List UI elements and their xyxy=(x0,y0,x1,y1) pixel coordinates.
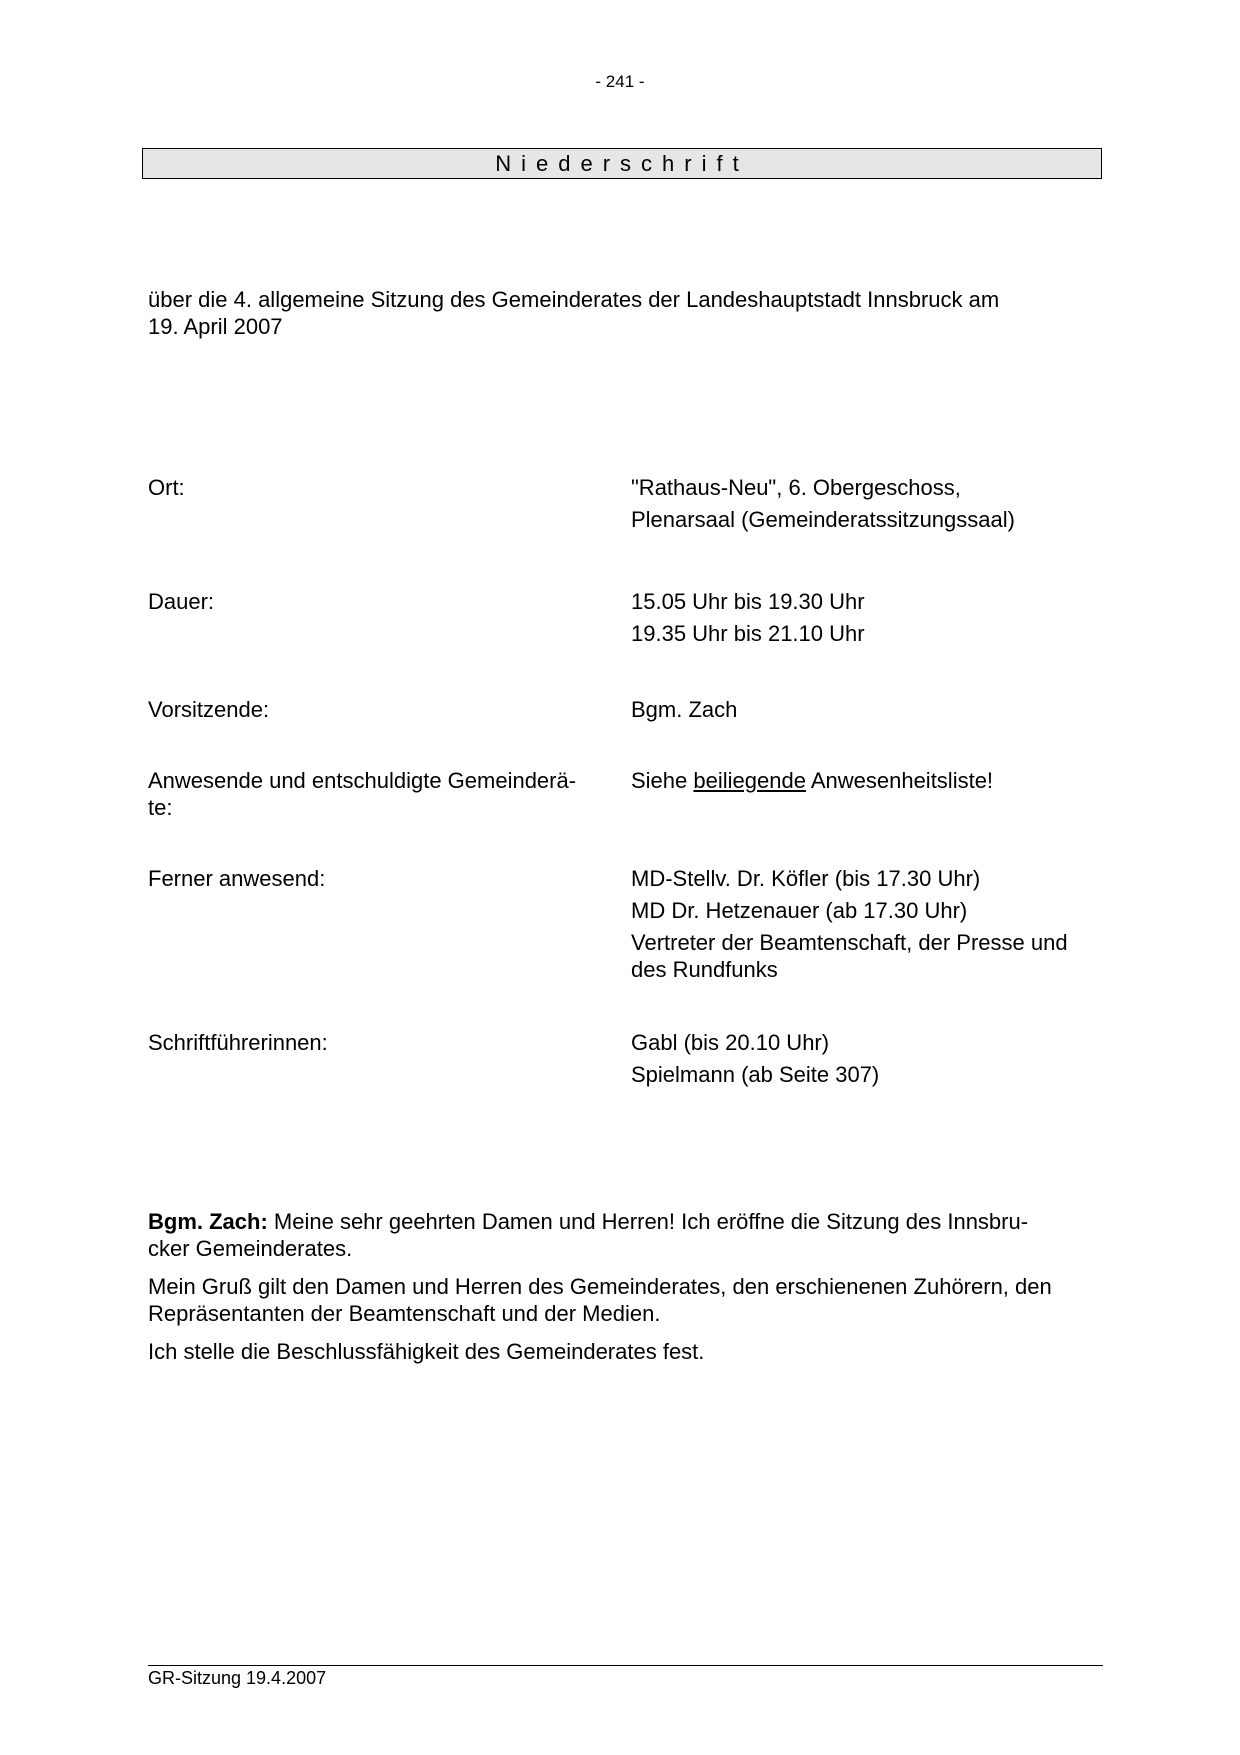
footer-text: GR-Sitzung 19.4.2007 xyxy=(148,1668,327,1688)
detail-label: Vorsitzende: xyxy=(148,697,270,722)
detail-value xyxy=(631,696,1111,728)
page-number: - 241 - xyxy=(595,72,645,91)
value-line: MD-Stellv. Dr. Köfler (bis 17.30 Uhr) xyxy=(631,866,981,891)
speech-paragraph xyxy=(148,1208,1108,1262)
value-line: Vertreter der Beamtenschaft, der Presse und xyxy=(631,930,1068,955)
speech-paragraph xyxy=(148,1338,1108,1365)
footer-divider xyxy=(148,1665,1103,1666)
label-line: te: xyxy=(148,795,173,820)
value-line: "Rathaus-Neu", 6. Obergeschoss, xyxy=(631,475,961,500)
value-line: Spielmann (ab Seite 307) xyxy=(631,1062,880,1087)
value-line: Plenarsaal (Gemeinderatssitzungssaal) xyxy=(631,507,1015,532)
value-line: Bgm. Zach xyxy=(631,697,738,722)
detail-value xyxy=(631,767,1111,799)
detail-label: Dauer: xyxy=(148,589,215,614)
detail-value xyxy=(631,865,1111,988)
detail-value xyxy=(631,588,1111,652)
speech-text: Meine sehr geehrten Damen und Herren! Ich eröffne die Sitzung des Innsbru- xyxy=(267,1209,1029,1234)
document-title: Niederschrift xyxy=(142,148,1102,179)
value-line xyxy=(631,767,1111,794)
value-text: Anwesenheitsliste! xyxy=(805,768,994,793)
intro-line: über die 4. allgemeine Sitzung des Gemeinderates der Landeshauptstadt Innsbruck am xyxy=(148,287,1000,312)
underlined-text: beiliegende xyxy=(693,768,806,793)
detail-value xyxy=(631,1029,1111,1093)
speech-paragraph xyxy=(148,1273,1108,1327)
detail-label: Ferner anwesend: xyxy=(148,866,326,891)
speaker-name: Bgm. Zach: xyxy=(148,1209,268,1234)
detail-label xyxy=(148,767,608,821)
speech-section xyxy=(148,1208,1108,1376)
value-text: Siehe xyxy=(631,768,694,793)
speech-text: Repräsentanten der Beamtenschaft und der Medien. xyxy=(148,1301,661,1326)
value-line: MD Dr. Hetzenauer (ab 17.30 Uhr) xyxy=(631,898,968,923)
speech-text: Mein Gruß gilt den Damen und Herren des Gemeinderates, den erschienenen Zuhörern, den xyxy=(148,1274,1052,1299)
speech-text: cker Gemeinderates. xyxy=(148,1236,353,1261)
intro-line: 19. April 2007 xyxy=(148,314,283,339)
value-line: Gabl (bis 20.10 Uhr) xyxy=(631,1030,830,1055)
detail-value xyxy=(631,474,1111,538)
value-line: 19.35 Uhr bis 21.10 Uhr xyxy=(631,621,865,646)
detail-label: Ort: xyxy=(148,475,185,500)
label-line: Anwesende und entschuldigte Gemeinderä- xyxy=(148,768,577,793)
detail-label: Schriftführerinnen: xyxy=(148,1030,328,1055)
intro-text xyxy=(148,286,1078,340)
speech-text: Ich stelle die Beschlussfähigkeit des Gemeinderates fest. xyxy=(148,1339,705,1364)
value-line: 15.05 Uhr bis 19.30 Uhr xyxy=(631,589,865,614)
value-line: des Rundfunks xyxy=(631,957,778,982)
